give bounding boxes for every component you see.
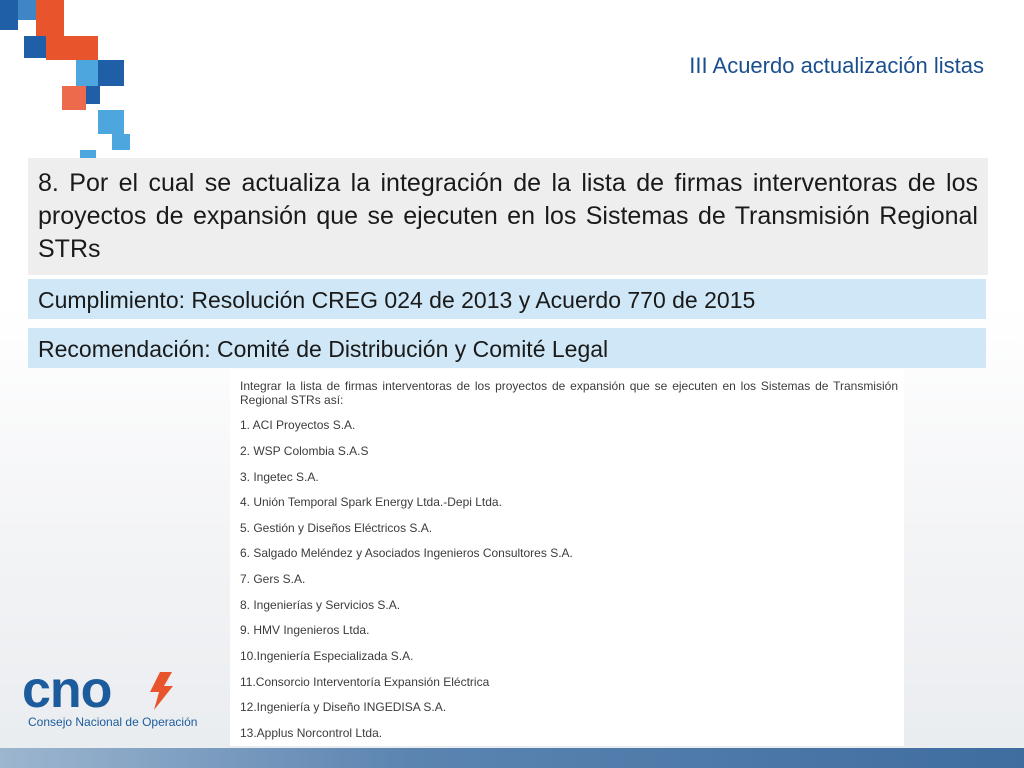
- list-item: 12.Ingeniería y Diseño INGEDISA S.A.: [240, 700, 447, 714]
- list-item: 7. Gers S.A.: [240, 572, 306, 586]
- list-item: 8. Ingenierías y Servicios S.A.: [240, 598, 401, 612]
- document-excerpt: [230, 369, 904, 746]
- recommendation-line: Recomendación: Comité de Distribución y Comité Legal: [28, 328, 986, 368]
- list-item: 2. WSP Colombia S.A.S: [240, 444, 369, 458]
- list-item: 3. Ingetec S.A.: [240, 470, 319, 484]
- list-item: 9. HMV Ingenieros Ltda.: [240, 623, 370, 637]
- list-item: 5. Gestión y Diseños Eléctricos S.A.: [240, 521, 433, 535]
- list-item: 10.Ingeniería Especializada S.A.: [240, 649, 414, 663]
- document-intro: Integrar la lista de firmas interventoras de los proyectos de expansión que se ejecuten en los Sistemas de Transmisión Regional STRs así:: [240, 379, 898, 407]
- list-item: 11.Consorcio Interventoría Expansión Eléctrica: [240, 675, 490, 689]
- list-item: 1. ACI Proyectos S.A.: [240, 418, 356, 432]
- list-item: 4. Unión Temporal Spark Energy Ltda.-Depi Ltda.: [240, 495, 502, 509]
- agreement-text: 8. Por el cual se actualiza la integración de la lista de firmas interventoras de los proyectos de expansión que se ejecuten en los Sistemas de Transmisión Regional STRs: [28, 158, 988, 275]
- logo-wordmark: cno: [22, 661, 112, 719]
- lightning-bolt-icon: [148, 672, 174, 710]
- decorative-squares: [0, 0, 140, 160]
- compliance-line: Cumplimiento: Resolución CREG 024 de 2013 y Acuerdo 770 de 2015: [28, 279, 986, 319]
- page-title: III Acuerdo actualización listas: [689, 53, 984, 78]
- logo-subtitle: Consejo Nacional de Operación: [28, 715, 198, 729]
- list-item: 13.Applus Norcontrol Ltda.: [240, 726, 383, 740]
- list-item: 6. Salgado Meléndez y Asociados Ingenieros Consultores S.A.: [240, 546, 573, 560]
- footer-bar: [0, 748, 1024, 768]
